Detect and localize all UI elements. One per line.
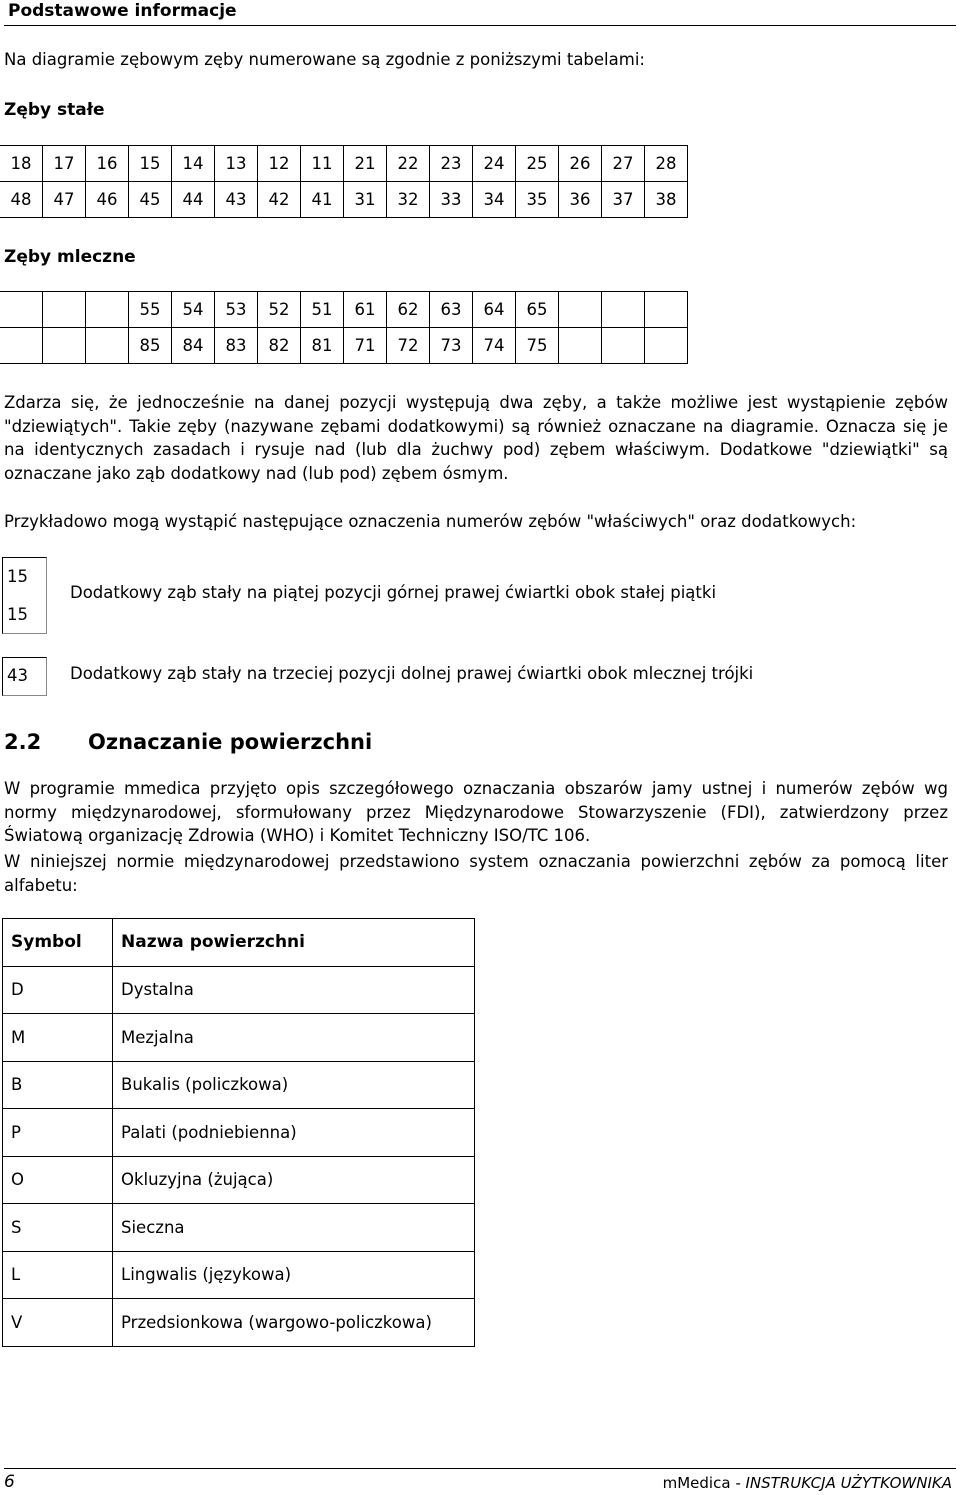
table-row <box>3 1156 475 1204</box>
tooth-cell <box>559 328 602 364</box>
example-tooth-box <box>2 657 47 696</box>
example-description: Dodatkowy ząb stały na piątej pozycji górnej prawej ćwiartki obok stałej piątki <box>70 583 717 602</box>
tooth-cell: 33 <box>430 182 473 218</box>
name-cell: Dystalna <box>113 966 475 1014</box>
name-cell: Mezjalna <box>113 1014 475 1062</box>
deciduous-teeth-table <box>0 291 688 364</box>
symbol-cell: D <box>3 966 113 1014</box>
tooth-cell <box>559 292 602 328</box>
tooth-cell: 13 <box>215 146 258 182</box>
tooth-cell: 12 <box>258 146 301 182</box>
tooth-cell: 37 <box>602 182 645 218</box>
tooth-cell: 16 <box>86 146 129 182</box>
tooth-cell: 75 <box>516 328 559 364</box>
tooth-cell: 43 <box>215 182 258 218</box>
symbol-header: Symbol <box>3 919 113 967</box>
tooth-cell: 47 <box>43 182 86 218</box>
tooth-cell: 17 <box>43 146 86 182</box>
footer-divider <box>4 1468 956 1469</box>
tooth-cell: 27 <box>602 146 645 182</box>
brand-suffix: - INSTRUKCJA UŻYTKOWNIKA <box>735 1474 952 1492</box>
tooth-cell: 34 <box>473 182 516 218</box>
tooth-cell <box>645 292 688 328</box>
symbol-cell: B <box>3 1061 113 1109</box>
tooth-cell: 52 <box>258 292 301 328</box>
table-row <box>3 1061 475 1109</box>
symbol-cell: S <box>3 1204 113 1252</box>
table-row <box>3 966 475 1014</box>
example-tooth-top: 43 <box>7 666 28 685</box>
tooth-cell: 45 <box>129 182 172 218</box>
tooth-cell: 62 <box>387 292 430 328</box>
example-description: Dodatkowy ząb stały na trzeciej pozycji dolnej prawej ćwiartki obok mlecznej trójki <box>70 664 754 683</box>
tooth-cell: 23 <box>430 146 473 182</box>
symbol-cell: L <box>3 1251 113 1299</box>
tooth-cell: 48 <box>0 182 43 218</box>
surface-table <box>2 918 475 1347</box>
permanent-teeth-title: Zęby stałe <box>4 100 105 120</box>
name-header: Nazwa powierzchni <box>113 919 475 967</box>
tooth-cell: 14 <box>172 146 215 182</box>
tooth-cell: 81 <box>301 328 344 364</box>
table-row <box>3 1204 475 1252</box>
tooth-cell: 42 <box>258 182 301 218</box>
tooth-cell: 61 <box>344 292 387 328</box>
name-cell: Przedsionkowa (wargowo-policzkowa) <box>113 1299 475 1347</box>
tooth-cell: 84 <box>172 328 215 364</box>
tooth-cell: 41 <box>301 182 344 218</box>
tooth-cell <box>0 292 43 328</box>
tooth-cell <box>602 328 645 364</box>
norm-paragraph: W niniejszej normie międzynarodowej przedstawiono system oznaczania powierzchni zębów za pomocą liter alfabetu: <box>4 852 948 895</box>
tooth-cell: 73 <box>430 328 473 364</box>
tooth-cell: 22 <box>387 146 430 182</box>
tooth-cell: 15 <box>129 146 172 182</box>
footer-brand <box>663 1474 952 1492</box>
tooth-cell <box>86 328 129 364</box>
example-tooth-top: 15 <box>7 567 28 586</box>
section-title: Oznaczanie powierzchni <box>88 730 373 754</box>
tooth-cell: 83 <box>215 328 258 364</box>
tooth-cell <box>86 292 129 328</box>
tooth-cell: 21 <box>344 146 387 182</box>
intro-text: Na diagramie zębowym zęby numerowane są zgodnie z poniższymi tabelami: <box>4 50 645 69</box>
section-number: 2.2 <box>4 730 42 754</box>
example-tooth-box <box>2 557 47 634</box>
symbol-cell: V <box>3 1299 113 1347</box>
tooth-cell: 65 <box>516 292 559 328</box>
tooth-cell: 55 <box>129 292 172 328</box>
name-cell: Palati (podniebienna) <box>113 1109 475 1157</box>
tooth-cell: 46 <box>86 182 129 218</box>
tooth-cell: 24 <box>473 146 516 182</box>
table-row <box>3 1251 475 1299</box>
tooth-cell <box>43 292 86 328</box>
symbol-cell: O <box>3 1156 113 1204</box>
name-cell: Okluzyjna (żująca) <box>113 1156 475 1204</box>
name-cell: Bukalis (policzkowa) <box>113 1061 475 1109</box>
tooth-cell: 53 <box>215 292 258 328</box>
tooth-cell: 36 <box>559 182 602 218</box>
tooth-cell: 11 <box>301 146 344 182</box>
tooth-cell <box>602 292 645 328</box>
example-intro: Przykładowo mogą wystąpić następujące oznaczenia numerów zębów "właściwych" oraz dodatkowych: <box>4 512 857 531</box>
table-row <box>0 292 688 328</box>
tooth-cell: 74 <box>473 328 516 364</box>
symbol-cell: M <box>3 1014 113 1062</box>
page-title: Podstawowe informacje <box>8 1 237 21</box>
name-cell: Lingwalis (językowa) <box>113 1251 475 1299</box>
tooth-cell: 72 <box>387 328 430 364</box>
tooth-cell: 38 <box>645 182 688 218</box>
table-row <box>0 182 688 218</box>
tooth-cell: 85 <box>129 328 172 364</box>
tooth-cell: 71 <box>344 328 387 364</box>
name-cell: Sieczna <box>113 1204 475 1252</box>
tooth-cell: 63 <box>430 292 473 328</box>
table-row <box>3 1014 475 1062</box>
table-row <box>0 328 688 364</box>
permanent-teeth-table <box>0 145 688 218</box>
tooth-cell: 28 <box>645 146 688 182</box>
table-header-row <box>3 919 475 967</box>
symbol-cell: P <box>3 1109 113 1157</box>
example-tooth-bottom: 15 <box>7 605 28 624</box>
tooth-cell: 31 <box>344 182 387 218</box>
program-paragraph: W programie mmedica przyjęto opis szczegółowego oznaczania obszarów jamy ustnej i numerów zębów wg normy międzynarodowej, sformułowany przez Międzynarodowe Stowarzyszenie (FDI), zatwierdzony przez Światową organizację Zdrowia (WHO) i Komitet Techniczny ISO/TC 106. <box>4 779 948 845</box>
page-number: 6 <box>4 1472 15 1492</box>
tooth-cell: 32 <box>387 182 430 218</box>
tooth-cell: 64 <box>473 292 516 328</box>
tooth-cell: 25 <box>516 146 559 182</box>
tooth-cell <box>645 328 688 364</box>
table-row <box>3 1299 475 1347</box>
tooth-cell: 18 <box>0 146 43 182</box>
tooth-cell: 26 <box>559 146 602 182</box>
deciduous-teeth-title: Zęby mleczne <box>4 247 136 267</box>
tooth-cell: 54 <box>172 292 215 328</box>
tooth-cell: 44 <box>172 182 215 218</box>
table-row <box>3 1109 475 1157</box>
tooth-cell: 82 <box>258 328 301 364</box>
tooth-cell <box>0 328 43 364</box>
table-row <box>0 146 688 182</box>
tooth-cell: 35 <box>516 182 559 218</box>
tooth-cell: 51 <box>301 292 344 328</box>
brand-name: mMedica <box>662 1474 731 1492</box>
supernumerary-paragraph: Zdarza się, że jednocześnie na danej pozycji występują dwa zęby, a także możliwe jest wystąpienie zębów "dziewiątych". Takie zęby (nazywane zębami dodatkowymi) są również oznaczane na diagramie. Oznacza się je na identycznych zasadach i rysuje nad (lub dla żuchwy pod) zębem właściwym. Dodatkowe "dziewiątki" są oznaczane jako ząb dodatkowy nad (lub pod) zębem ósmym. <box>4 393 948 483</box>
tooth-cell <box>43 328 86 364</box>
